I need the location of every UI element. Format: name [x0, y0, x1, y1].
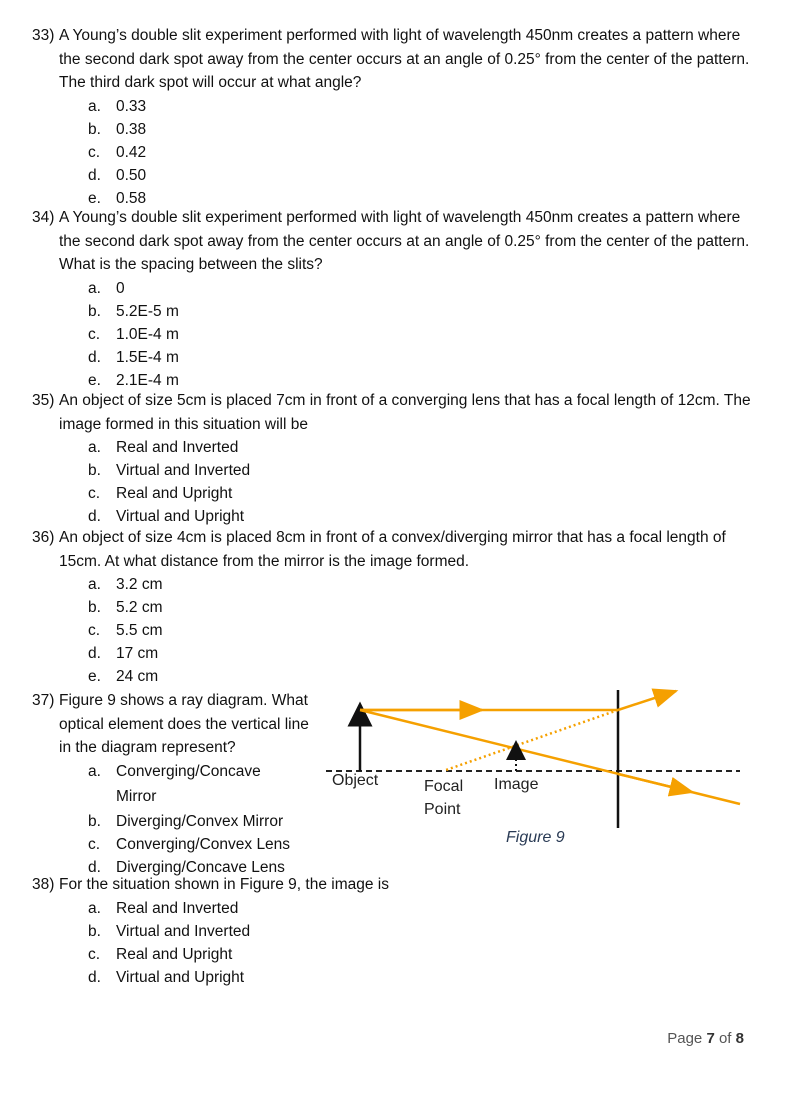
question-number: 34)	[32, 209, 55, 226]
option-list	[32, 436, 752, 528]
option-letter: b.	[88, 462, 101, 479]
option-c	[32, 141, 752, 164]
page-prefix: Page	[667, 1030, 703, 1047]
option-text: Real and Inverted	[116, 899, 239, 917]
option-letter: c.	[88, 143, 101, 161]
option-letter: e.	[88, 371, 101, 389]
option-e	[32, 665, 752, 688]
question-37	[32, 689, 332, 879]
option-b	[32, 596, 752, 619]
option-text: Converging/Convex Lens	[116, 835, 291, 853]
option-b	[32, 810, 332, 833]
option-letter: a.	[88, 762, 101, 780]
option-text-continued: Mirror	[116, 787, 157, 805]
option-a-continued	[32, 783, 332, 808]
option-a	[32, 436, 752, 459]
option-c	[32, 323, 752, 346]
option-b	[32, 118, 752, 141]
option-c	[32, 482, 752, 505]
option-letter: b.	[88, 302, 101, 320]
page-total: 8	[735, 1030, 744, 1047]
option-d	[32, 966, 752, 989]
option-d	[32, 346, 752, 369]
question-number: 35)	[32, 392, 55, 409]
option-a	[32, 760, 332, 783]
option-text: 0.38	[116, 120, 147, 138]
option-text: 24 cm	[116, 668, 159, 685]
option-letter: b.	[88, 812, 101, 830]
option-list	[32, 95, 752, 210]
option-letter: d.	[88, 166, 101, 184]
option-text: 0.50	[116, 166, 147, 184]
option-a	[32, 277, 752, 300]
option-text: Real and Upright	[116, 945, 233, 963]
figure-9-ray-diagram	[318, 686, 748, 856]
question-number: 36)	[32, 529, 55, 546]
option-a	[32, 573, 752, 596]
option-text: 0.42	[116, 143, 147, 161]
option-letter: d.	[88, 645, 101, 662]
option-letter: b.	[88, 120, 101, 138]
option-text: 0	[116, 279, 125, 297]
option-d	[32, 505, 752, 528]
ray-refracted-up	[618, 691, 676, 710]
question-number: 38)	[32, 876, 55, 893]
option-list	[32, 277, 752, 392]
option-text: 5.2E-5 m	[116, 302, 179, 320]
page-footer	[667, 1030, 744, 1047]
question-33	[32, 24, 752, 210]
option-letter: d.	[88, 508, 101, 525]
question-text: Figure 9 shows a ray diagram. What optical element does the vertical line in the diagram represent?	[59, 692, 309, 756]
option-text: 17 cm	[116, 645, 159, 662]
page-middle: of	[718, 1030, 732, 1047]
option-text: 3.2 cm	[116, 576, 163, 593]
option-text: 2.1E-4 m	[116, 371, 179, 389]
question-text: A Young’s double slit experiment performed with light of wavelength 450nm creates a pattern where the second dark spot away from the center occurs at an angle of 0.25° from the center of the pattern. The third dark spot will occur at what angle?	[59, 27, 750, 91]
option-letter: b.	[88, 922, 101, 940]
figure-caption: Figure 9	[506, 829, 565, 846]
option-text: Virtual and Upright	[116, 508, 245, 525]
option-letter: a.	[88, 97, 101, 115]
question-text: An object of size 5cm is placed 7cm in front of a converging lens that has a focal length of 12cm. The image formed in this situation will be	[59, 392, 751, 433]
question-number: 33)	[32, 27, 55, 44]
option-text: Virtual and Inverted	[116, 922, 251, 940]
option-d	[32, 164, 752, 187]
option-letter: e.	[88, 668, 101, 685]
question-38	[32, 873, 752, 989]
question-34	[32, 206, 752, 392]
option-text: Virtual and Upright	[116, 968, 245, 986]
image-label: Image	[494, 776, 539, 793]
option-letter: c.	[88, 622, 101, 639]
option-d	[32, 642, 752, 665]
option-text: 1.0E-4 m	[116, 325, 179, 343]
question-35	[32, 389, 752, 528]
option-text: 0.33	[116, 97, 147, 115]
option-list	[32, 573, 752, 688]
question-36	[32, 526, 752, 688]
option-letter: d.	[88, 968, 101, 986]
option-c	[32, 943, 752, 966]
option-text: 5.2 cm	[116, 599, 163, 616]
option-a	[32, 897, 752, 920]
page-current: 7	[706, 1030, 715, 1047]
option-text: Diverging/Convex Mirror	[116, 812, 284, 830]
option-b	[32, 459, 752, 482]
option-letter: a.	[88, 279, 101, 297]
option-letter: c.	[88, 325, 101, 343]
option-text: 1.5E-4 m	[116, 348, 179, 366]
option-text: 0.58	[116, 189, 147, 207]
option-letter: c.	[88, 485, 101, 502]
option-letter: e.	[88, 189, 101, 207]
option-letter: c.	[88, 835, 101, 853]
option-list	[32, 760, 332, 879]
option-list	[32, 897, 752, 989]
option-letter: b.	[88, 599, 101, 616]
option-letter: a.	[88, 439, 101, 456]
ray-center-arrow	[618, 774, 692, 792]
option-text: Real and Upright	[116, 485, 233, 502]
object-label: Object	[332, 772, 379, 789]
option-text: Converging/Concave	[116, 762, 261, 780]
question-number: 37)	[32, 692, 55, 709]
option-a	[32, 95, 752, 118]
question-text: For the situation shown in Figure 9, the image is	[59, 876, 389, 893]
option-b	[32, 300, 752, 323]
question-text: A Young’s double slit experiment performed with light of wavelength 450nm creates a pattern where the second dark spot away from the center occurs at an angle of 0.25° from the center of the pattern. What is the spacing between the slits?	[59, 209, 750, 273]
option-text: Virtual and Inverted	[116, 462, 251, 479]
option-text: 5.5 cm	[116, 622, 163, 639]
option-letter: d.	[88, 348, 101, 366]
option-text: Real and Inverted	[116, 439, 239, 456]
option-c	[32, 619, 752, 642]
option-text: Diverging/Concave Lens	[116, 858, 285, 876]
option-c	[32, 833, 332, 856]
focal-label: Focal	[424, 778, 464, 795]
option-b	[32, 920, 752, 943]
option-letter: d.	[88, 858, 101, 876]
option-letter: a.	[88, 576, 101, 593]
option-letter: c.	[88, 945, 101, 963]
ray-extension-dotted	[446, 710, 618, 770]
question-text: An object of size 4cm is placed 8cm in front of a convex/diverging mirror that has a focal length of 15cm. At what distance from the mirror is the image formed.	[59, 529, 726, 570]
point-label: Point	[424, 801, 461, 818]
option-letter: a.	[88, 899, 101, 917]
